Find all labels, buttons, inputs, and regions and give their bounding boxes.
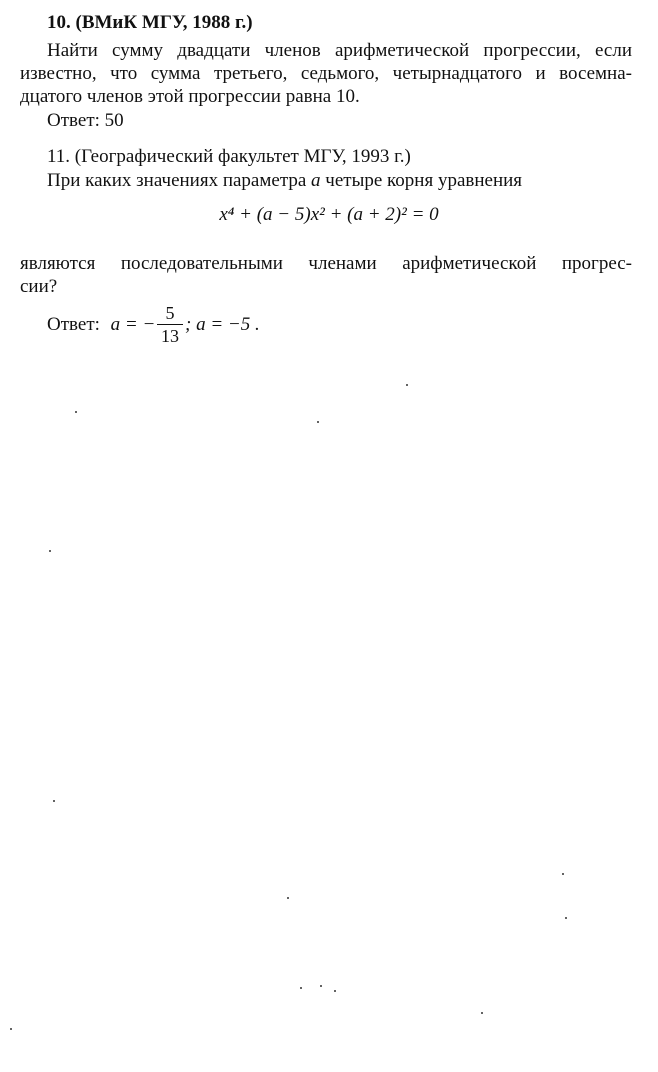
answer-part-2: ; a = −5 . [185, 314, 260, 335]
problem-10-line-1: Найти сумму двадцати членов арифметической прогрессии, если [47, 40, 632, 61]
problem-10-answer: Ответ: 50 [47, 110, 124, 131]
problem-11-line-1-post: четыре корня уравнения [325, 170, 523, 191]
equation [0, 204, 658, 226]
scan-speck [320, 985, 322, 987]
scan-speck [75, 411, 77, 413]
problem-10-line-3: дцатого членов этой прогрессии равна 10. [20, 86, 360, 107]
scan-speck [481, 1012, 483, 1014]
scan-speck [317, 421, 319, 423]
answer-part-1: a = − [110, 314, 156, 335]
scan-speck [53, 800, 55, 802]
fraction-denominator: 13 [161, 326, 179, 346]
problem-11-line-1 [47, 170, 522, 192]
scan-speck [562, 873, 564, 875]
fraction-numerator: 5 [165, 303, 175, 323]
scan-speck [334, 990, 336, 992]
scan-speck [406, 384, 408, 386]
problem-10-heading: 10. (ВМиК МГУ, 1988 г.) [47, 12, 253, 33]
answer-fraction [155, 303, 185, 346]
scan-speck [565, 917, 567, 919]
problem-11-answer [47, 314, 155, 336]
scan-speck [287, 897, 289, 899]
scan-speck [10, 1028, 12, 1030]
problem-11-heading: 11. (Географический факультет МГУ, 1993 г.) [47, 146, 411, 167]
problem-10-line-2: известно, что сумма третьего, седьмого, четырнадцатого и восемна- [20, 63, 632, 84]
equation-text: x⁴ + (a − 5)x² + (a + 2)² = 0 [219, 204, 439, 225]
scan-speck [300, 987, 302, 989]
problem-11-line-1-pre: При каких значениях параметра [47, 170, 307, 191]
parameter-a: a [311, 170, 321, 191]
fraction-bar [157, 324, 183, 325]
problem-11-line-2: являются последовательными членами арифметической прогрес- [20, 253, 632, 274]
answer-label: Ответ: [47, 314, 100, 335]
scan-speck [49, 550, 51, 552]
problem-11-line-3: сии? [20, 276, 58, 297]
